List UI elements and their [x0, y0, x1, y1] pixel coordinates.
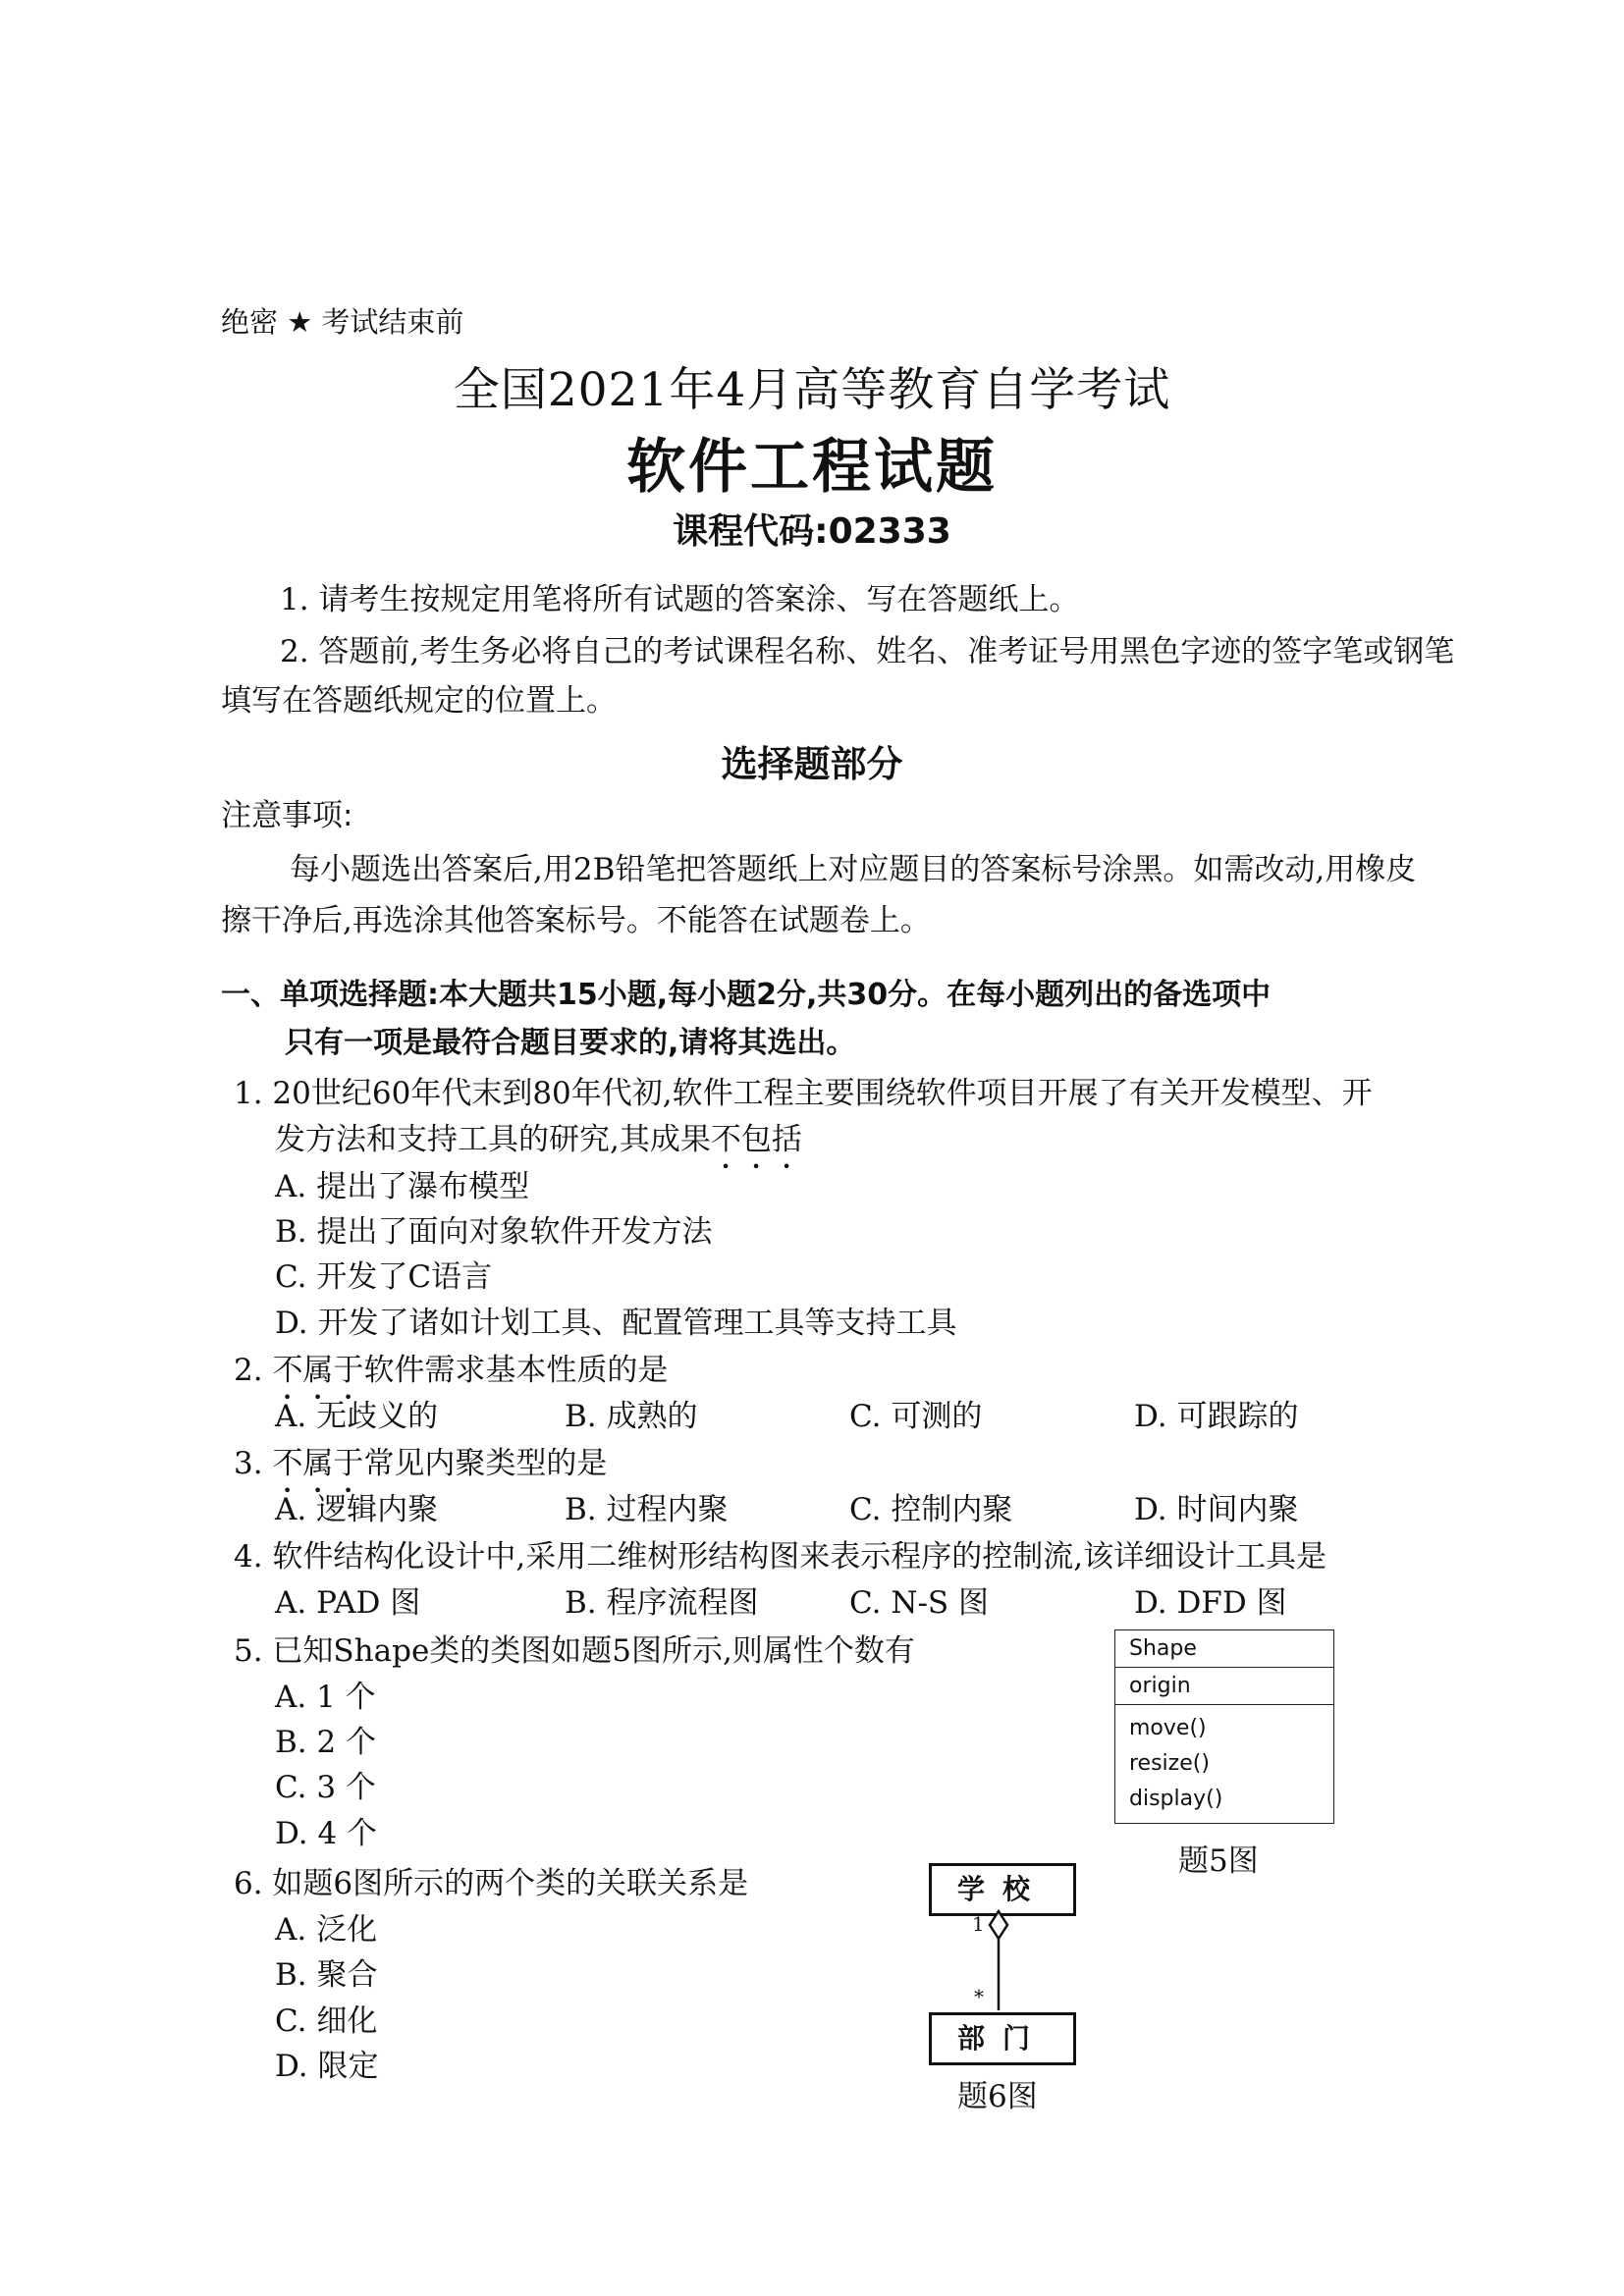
part-heading-line1: 一、单项选择题:本大题共15小题,每小题2分,共30分。在每小题列出的备选项中 [221, 978, 1272, 1012]
question-6-stem: 6. 如题6图所示的两个类的关联关系是 [234, 1866, 749, 1901]
class-name: Shape [1115, 1630, 1333, 1668]
instruction-item-2-line1: 2. 答题前,考生务必将自己的考试课程名称、姓名、准考证号用黑色字迹的签字笔或钢笔 [280, 634, 1455, 669]
notice-heading: 注意事项: [221, 798, 353, 833]
question-3-number: 3. [234, 1446, 263, 1481]
question-5-option-a: A. 1 个 [275, 1680, 376, 1715]
notice-line-2: 擦干净后,再选涂其他答案标号。不能答在试题卷上。 [221, 903, 931, 938]
figure-6-association-link [923, 1909, 1080, 2012]
question-2-option-b: B. 成熟的 [565, 1399, 698, 1434]
question-6-option-a: A. 泛化 [275, 1912, 378, 1948]
figure-6-class-department: 部门 [929, 2012, 1076, 2065]
question-1-option-a: A. 提出了瀑布模型 [275, 1169, 530, 1204]
subject-title: 软件工程试题 [626, 433, 998, 502]
question-2-option-a: A. 无歧义的 [275, 1399, 439, 1434]
question-1-emphasis: 不包括 [710, 1122, 802, 1157]
figure-6-multiplicity-bottom: * [974, 1985, 984, 2008]
question-2-emphasis: 不属于 [272, 1353, 364, 1388]
question-4-stem: 4. 软件结构化设计中,采用二维树形结构图来表示程序的控制流,该详细设计工具是 [234, 1539, 1327, 1575]
operation-display: display() [1129, 1787, 1223, 1811]
figure-6-class-school: 学校 [929, 1863, 1076, 1916]
question-3-option-d: D. 时间内聚 [1134, 1492, 1299, 1527]
aggregation-diamond-icon [990, 1911, 1007, 1939]
question-6-option-b: B. 聚合 [275, 1957, 378, 1993]
question-1-option-b: B. 提出了面向对象软件开发方法 [275, 1214, 713, 1250]
question-3-text: 常见内聚类型的是 [363, 1446, 608, 1481]
confidential-mark: 绝密 ★ 考试结束前 [221, 305, 464, 339]
question-6-option-c: C. 细化 [275, 2003, 378, 2039]
question-1-option-c: C. 开发了C语言 [275, 1259, 493, 1295]
question-1-option-d: D. 开发了诸如计划工具、配置管理工具等支持工具 [275, 1306, 957, 1341]
course-code: 课程代码:02333 [673, 511, 951, 552]
figure-6-caption: 题6图 [957, 2079, 1038, 2114]
section-title: 选择题部分 [721, 743, 903, 785]
notice-line-1: 每小题选出答案后,用2B铅笔把答题纸上对应题目的答案标号涂黑。如需改动,用橡皮 [290, 852, 1417, 887]
question-5-option-b: B. 2 个 [275, 1725, 377, 1760]
instruction-item-2-line2: 填写在答题纸规定的位置上。 [221, 683, 617, 719]
question-5-option-c: C. 3 个 [275, 1770, 376, 1805]
question-2-option-d: D. 可跟踪的 [1134, 1399, 1299, 1434]
figure-6-multiplicity-top: 1 [972, 1912, 985, 1936]
part-heading-line2: 只有一项是最符合题目要求的,请将其选出。 [285, 1026, 856, 1060]
question-5-stem: 5. 已知Shape类的类图如题5图所示,则属性个数有 [234, 1633, 915, 1669]
instruction-item-1: 1. 请考生按规定用笔将所有试题的答案涂、写在答题纸上。 [280, 582, 1080, 617]
question-5-option-d: D. 4 个 [275, 1816, 378, 1851]
exam-title: 全国2021年4月高等教育自学考试 [453, 363, 1171, 417]
question-4-option-c: C. N-S 图 [849, 1585, 990, 1621]
question-4-option-b: B. 程序流程图 [565, 1585, 759, 1621]
class-attribute: origin [1115, 1668, 1333, 1705]
figure-5-class-diagram [1114, 1629, 1334, 1824]
question-1-text: 发方法和支持工具的研究,其成果 [275, 1122, 711, 1157]
question-6-option-d: D. 限定 [275, 2049, 379, 2084]
question-3-option-a: A. 逻辑内聚 [275, 1492, 439, 1527]
question-2-text: 软件需求基本性质的是 [363, 1353, 669, 1388]
figure-5-caption: 题5图 [1178, 1843, 1259, 1879]
question-4-option-a: A. PAD 图 [275, 1585, 421, 1621]
question-1-line1: 1. 20世纪60年代末到80年代初,软件工程主要围绕软件项目开展了有关开发模型、开 [234, 1076, 1373, 1111]
question-4-option-d: D. DFD 图 [1134, 1585, 1287, 1621]
question-3-emphasis: 不属于 [272, 1446, 364, 1481]
operation-move: move() [1129, 1716, 1207, 1740]
question-2-number: 2. [234, 1353, 263, 1388]
question-3-option-b: B. 过程内聚 [565, 1492, 729, 1527]
question-3-option-c: C. 控制内聚 [849, 1492, 1013, 1527]
operation-resize: resize() [1129, 1751, 1210, 1776]
class-operations [1115, 1705, 1333, 1823]
question-2-option-c: C. 可测的 [849, 1399, 983, 1434]
